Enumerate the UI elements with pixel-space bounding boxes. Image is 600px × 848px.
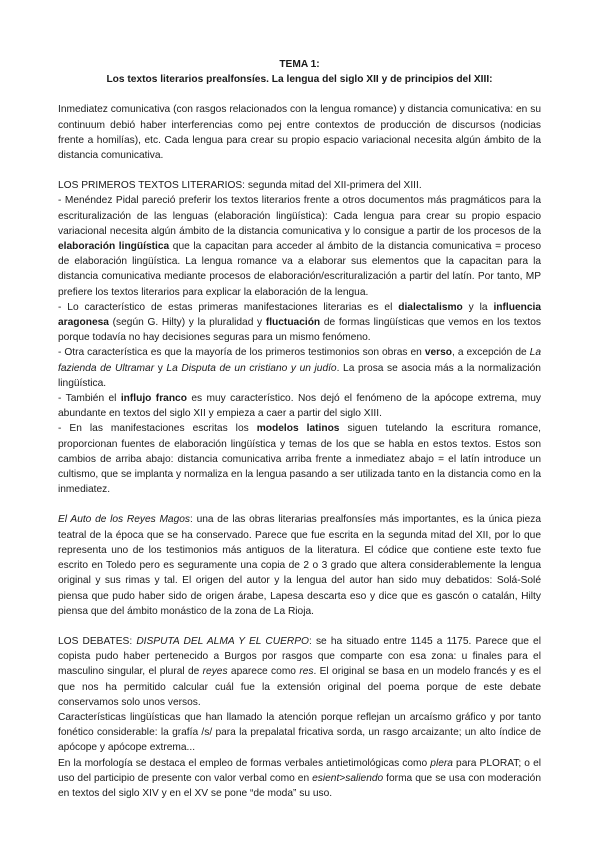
paragraph-menendez-pidal: - Menéndez Pidal pareció preferir los textos literarios frente a otros documentos más pragmáticos para la escrituralización de las lenguas (elaboración lingüística): Cada lengua para crear su propio espacio variacional necesita algún ámbito de la distancia comunicativa y lo consigue a partir de los procesos de la elaboración lingüística que la capacitan para acceder al ámbito de la distancia comunicativa = proceso de elaboración lingüística. La lengua romance va a elaborar sus elementos que la capacitan para la distancia comunicativa mediante procesos de elaboración/escrituralización a partir del latín. Por tanto, MP prefiere los textos literarios para explicar la elaboración de la lengua. [58, 195, 541, 298]
intro-paragraph: Inmediatez comunicativa (con rasgos relacionados con la lengua romance) y distancia comunicativa: en su continuum debió haber interferencias como pej entre contextos de producción de discursos (nodicias frente a homilías), etc. Cada lengua para crear su propio espacio variacional necesita algún ámbito de la distancia comunicativa. [58, 104, 541, 162]
paragraph-verso: - Otra característica es que la mayoría de los primeros testimonios son obras en verso, a excepción de La fazienda de Ultramar y La Disputa de un cristiano y un judío. La prosa se asocia más a la normalización lingüística. [58, 347, 541, 389]
work-title: La Disputa de un cristiano y un judío [166, 362, 337, 374]
emphasis: dialectalismo [398, 301, 463, 313]
emphasis: verso [424, 347, 452, 359]
emphasis: modelos latinos [256, 423, 340, 435]
spacer [58, 619, 541, 634]
spacer [58, 87, 541, 102]
emphasis: fluctuación [265, 317, 321, 329]
italic-word: reyes [202, 666, 228, 678]
work-title: El Auto de los Reyes Magos [58, 514, 191, 526]
italic-word: esient>saliendo [312, 772, 384, 784]
paragraph-auto-reyes-magos: El Auto de los Reyes Magos: una de las obras literarias prealfonsíes más importantes, es la única pieza teatral de la época que se ha conservado. Parece que fue escrita en la segunda mitad del XII, por lo que representa uno de los testimonios más antiguos de la literatura. El códice que contiene este texto fue escrito en Toledo pero es seguramente una copia de 2 o 3 grado que altera considerablemente la lengua original y sus rimas y tal. El origen del autor y la lengua del autor han sido muy debatidos: Solá-Solé piensa que pudo haber sido de origen árabe, Lapesa descarta eso y dice que es gascón o catalán, Hilty piensa que del ámbito monástico de la zona de La Rioja. [58, 514, 541, 617]
spacer [58, 497, 541, 512]
paragraph-debates: LOS DEBATES: DISPUTA DEL ALMA Y EL CUERPO: se ha situado entre 1145 a 1175. Parece que el copista pudo haber pertenecido a Burgos por rasgos que comparte con esa zona: u finales para el masculino singular, el plural de reyes aparece como res. El original se basa en un modelo francés y es el que nos ha permitido calcular cuál fue la extensión original del poema porque de este debate conservamos solo unos versos. [58, 635, 541, 708]
work-title: DISPUTA DEL ALMA Y EL CUERPO [136, 635, 309, 647]
title-line-2: Los textos literarios prealfonsíes. La lengua del siglo XII y de principios del XIII: [106, 74, 493, 86]
paragraph-modelos-latinos: - En las manifestaciones escritas los modelos latinos siguen tutelando la escritura romance, proporcionan fuentes de elaboración lingüística y temas de los que se habla en estos textos. Estos son cambios de arriba abajo: distancia comunicativa arriba frente a inmediatez abajo = el latín introduce un cultismo, que se implanta y normaliza en la lengua pasando a ser utilizada tanto en la distancia como en la inmediatez. [58, 423, 541, 496]
italic-word: res [299, 666, 314, 678]
spacer [58, 163, 541, 178]
section-heading: LOS PRIMEROS TEXTOS LITERARIOS: segunda mitad del XII-primera del XIII. [58, 180, 422, 192]
emphasis: elaboración lingüística [58, 241, 170, 253]
page-title [58, 57, 541, 87]
italic-word: plera [430, 757, 453, 769]
emphasis: influjo franco [120, 393, 187, 405]
paragraph-morfologia: En la morfología se destaca el empleo de formas verbales antietimológicas como plera para PLORAT; o el uso del participio de presente con valor verbal como en esient>saliendo forma que se usa con moderación en textos del siglo XIV y en el XV se pone “de moda” su uso. [58, 757, 541, 799]
title-line-1: TEMA 1: [279, 59, 320, 70]
paragraph-dialectalismo: - Lo característico de estas primeras manifestaciones literarias es el dialectalismo y la influencia aragonesa (según G. Hilty) y la pluralidad y fluctuación de formas lingüísticas que vemos en los textos porque todavía no hay decisiones seguras para un mismo fenómeno. [58, 301, 542, 344]
emphasis: influencia aragonesa [58, 301, 542, 329]
work-title: La fazienda de Ultramar [58, 347, 541, 374]
paragraph-caracteristicas: Características lingüísticas que han llamado la atención porque reflejan un arcaísmo gráfico y por tanto fonético considerable: la grafía /s/ para la prepalatal fricativa sorda, un rasgo arcaizante; un alto índice de apócope y apócope extrema... [58, 711, 541, 754]
paragraph-influjo-franco: - También el influjo franco es muy característico. Nos dejó el fenómeno de la apócope extrema, muy abundante en textos del siglo XII y empieza a caer a partir del siglo XIII. [58, 393, 541, 420]
